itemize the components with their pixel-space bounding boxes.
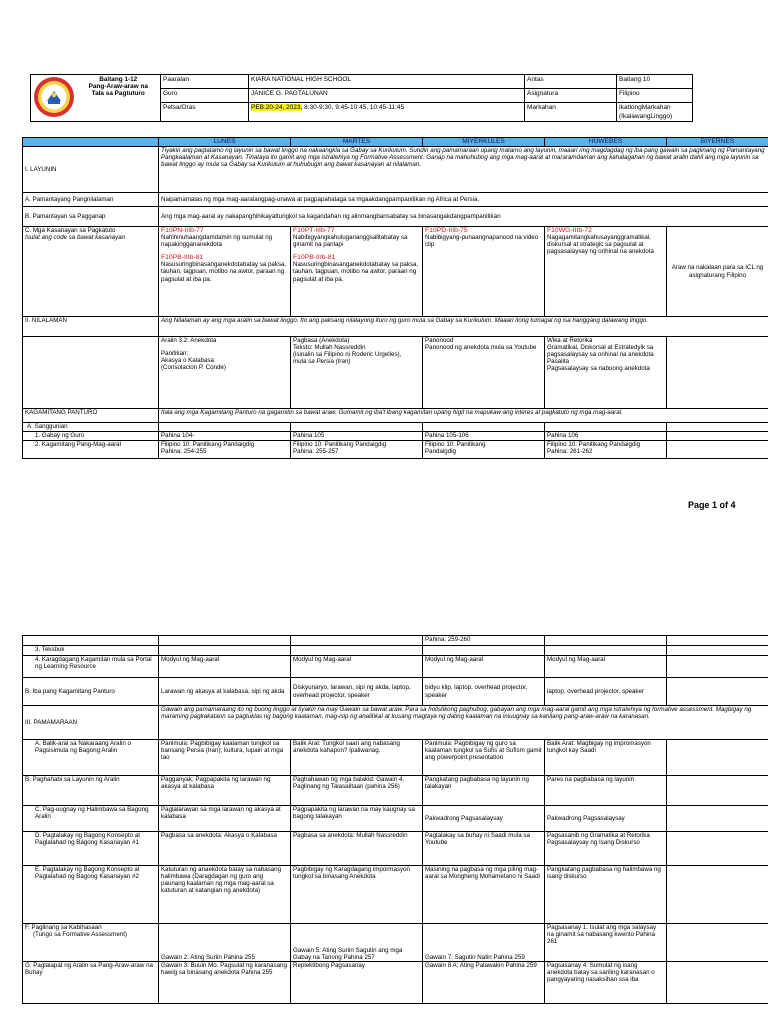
kagamitan-mag-monday — [159, 441, 291, 459]
pamantayan-pagganap-text: Ang mga mag-aaral ay nakapanghihikayattungkol sa kagandahan ng alinmangbansabatay sa binasangakdangpampanitikan — [159, 207, 768, 227]
kagamitan-mag-thursday-book: Filipino 10: Panitikang Pandaigdig — [547, 441, 641, 448]
pamamaraan-text: Gawain ang pamamaraang ito ng buong linggo at tiyakin na may Gawain sa bawat araw. Para sa holistikong paghubog, gabayan ang mga mag-aaral gamit ang mga istratehiya ng formative assessment. Magbigay ng maraming pagkakataon sa pagtuklas ng bagong kaalaman, mag-isip ng analitikal at kusang magtaya ng dating kaalaman na iniuugnay sa kanilang pang-araw-araw na karanasan. — [159, 706, 768, 740]
lesson-log-title: Baitang 1-12 Pang-Araw-araw na Tala sa Pagtuturo — [77, 75, 161, 122]
kagamitan-mag-wednesday — [423, 441, 545, 459]
kagamitan-mag-thursday — [545, 441, 667, 459]
gabay-label: 1. Gabay ng Guro — [23, 432, 159, 441]
karagdagang-label: 4. Karagdagang Kagamitan mula sa Portal ng Learning Resource — [23, 656, 159, 678]
procedure-label-g: G. Paglalapat ng Aralin sa Pang-Araw-araw na Buhay — [23, 962, 159, 1004]
procedure-b-wednesday: Pangkatang pagbabasa ng layunin ng talakayan — [423, 776, 545, 806]
karagdagang-thursday: Modyul ng Mag-aaral — [545, 656, 667, 678]
procedure-c-monday: Paglalarawan sa mga larawan ng akasya at kalabasa — [159, 806, 291, 832]
procedure-c-thursday: Pakwadrong Pagsasalaysay — [545, 806, 667, 832]
gabay-thursday: Pahina 106 — [545, 432, 667, 441]
date-value — [249, 103, 525, 122]
gabay-monday: Pahina 104- — [159, 432, 291, 441]
iba-pang-label: B. Iba pang Kagamitang Panturo — [23, 678, 159, 706]
procedure-e-wednesday: Masining na pagbasa ng mga piling mag-aaral sa Mongheng Mohametano ni Saadi — [423, 866, 545, 924]
kasanayan-sub: Isulat ang code sa bawat kasanayan — [25, 234, 126, 242]
teacher-label: Guro — [161, 89, 249, 103]
day-monday: LUNES — [159, 138, 291, 147]
layunin-label: I. LAYUNIN — [23, 147, 159, 193]
procedure-d-thursday: Pagsasanib ng Gramatika at Retorika Pagsasalaysay ng Isang Diskurso — [545, 832, 667, 866]
quarter-label: Markahan — [525, 103, 617, 122]
page-number: Page 1 of 4 — [688, 500, 736, 510]
procedure-label-f: F. Paglinang sa Kabihasaan — [25, 924, 102, 931]
procedure-f-thursday: Pagsasanay 1: Isulat ang mga salaysay na ginamit sa nabasang kwento Pahina 261 — [545, 924, 667, 962]
day-friday: BIYERNES — [667, 138, 768, 147]
procedure-b-monday: Pagganyak: Pagpapakita ng larawan ng akasya at kalabasa — [159, 776, 291, 806]
procedure-g-friday — [667, 962, 768, 1004]
procedure-label-f-cell — [23, 924, 159, 962]
karagdagang-monday: Modyul ng Mag-aaral — [159, 656, 291, 678]
teacher-value: JANICE G. PAGTALUNAN — [249, 89, 525, 103]
procedure-a-friday — [667, 740, 768, 776]
tuesday-competency-2: Nasusuringbinasanganekdotabatay sa paksa, tauhan, tagpuan, motibo na awtor, paraan ng pagsulat at iba pa. — [293, 261, 419, 283]
kasanayan-label-cell — [23, 227, 159, 317]
procedure-label-b: B. Paghahabi sa Layunin ng Aralin — [23, 776, 159, 806]
teksbuk-label: 3. Teksbuk — [23, 646, 159, 656]
procedure-d-friday — [667, 832, 768, 866]
procedure-label-a: A. Balik-aral sa Nakaraang Aralin o Pagsisimula ng Bagong Aralin — [23, 740, 159, 776]
nilalaman-text: Ang Nilalaman ay ang mga aralin sa bawat linggo. Ito ang paksang nilalayong ituro ng guro mula sa Gabay sa Kurikulum. Maaari itong tumagal ng isa hanggang dalawang linggo. — [159, 317, 768, 337]
procedure-f-tuesday: Gawain 5: Ating Suriin Sagutin ang mga Gabay na Tanong Pahina 257 — [291, 924, 423, 962]
kagamitan-mag-friday — [667, 441, 768, 459]
lesson-plan-table-1 — [22, 137, 768, 459]
procedure-d-wednesday: Pagtalakay sa buhay ni Saadi mula sa Youtube — [423, 832, 545, 866]
procedure-c-friday — [667, 806, 768, 832]
quarter-value: IkatlongMarkahan (IkalawangLinggo) — [617, 103, 693, 122]
iba-monday: Larawan ng akasya at kalabasa, sipi ng akda — [159, 678, 291, 706]
procedure-label-c: C. Pag-uugnay ng Halimbawa sa Bagong Aralin — [23, 806, 159, 832]
kagamitan-mag-wednesday-page: Pandaigdig — [425, 448, 456, 456]
gabay-friday — [667, 432, 768, 441]
karagdagang-friday — [667, 656, 768, 678]
kagamitan-mag-tuesday-book: Filipino 10: Panitikang Pandaigdig — [293, 441, 387, 448]
gabay-tuesday: Pahina 105 — [291, 432, 423, 441]
school-value: KIARA NATIONAL HIGH SCHOOL — [249, 75, 525, 89]
content-thursday-pagsasalaysay: Pagsasalaysay sa nabuong anekdota — [547, 365, 650, 373]
header-table — [30, 74, 693, 122]
kasanayan-thursday — [545, 227, 667, 317]
monday-code-2: F10PB-IIIb-81 — [161, 254, 204, 262]
pamantayang-pangnilalaman-label: A. Pamantayang Pangnilalaman — [23, 193, 159, 207]
pamamaraan-label: III. PAMAMARAAN — [23, 706, 159, 740]
procedure-g-wednesday: Gawain 8 A: Ating Palawakin Pahina 259 — [423, 962, 545, 1004]
iba-friday — [667, 678, 768, 706]
kagamitan-text: Itala ang mga Kagamitang Panturo na gagamitin sa bawat araw. Gumamit ng iba't ibang kagamitan upang higit na mapukaw ang interes at pagkatuto ng mga mag-aaral. — [159, 409, 768, 423]
nilalaman-label: II. NILALAMAN — [23, 317, 159, 337]
procedure-d-monday: Pagbasa sa anekdota: Akasya o Kalabasa — [159, 832, 291, 866]
kasanayan-friday — [667, 227, 768, 317]
sanggunian-label: A. Sanggunian — [23, 423, 159, 432]
kagamitan-mag-monday-book: Filipino 10: Panitikang Pandaigdig — [161, 441, 255, 448]
procedure-c-tuesday: Pagpapakita ng larawan na may kaugnay sa bagong talakayan — [291, 806, 423, 832]
content-monday-panitikan: Panitikan: — [161, 350, 189, 358]
lesson-plan-table-2 — [22, 635, 768, 1004]
day-tuesday: MARTES — [291, 138, 423, 147]
kagamitan-mag-wednesday-book: Filipino 10: Panitikang — [425, 441, 486, 448]
kagamitan-mag-thursday-page: Pahina: 261-262 — [547, 448, 593, 456]
day-wednesday: MIYERKULES — [423, 138, 545, 147]
tuesday-competency-1: Nabibigyangkahulugananggsalitabatay sa ginamit na panlapi — [293, 234, 408, 249]
monday-competency-1: Nahihinuhaangdamdamin ng sumulat ng napakinggananekdota — [161, 234, 273, 249]
wednesday-competency: Nabibigyang-punaangnapanood na video clip — [425, 234, 539, 249]
day-thursday: HUWEBES — [545, 138, 667, 147]
procedure-e-tuesday: Pagbibigay ng Karagdagang impormasyon tungkol sa binasang Anekdota — [291, 866, 423, 924]
friday-icl-note: Araw na nakalaan para sa ICL ng asignaturang Filipino — [671, 264, 764, 279]
school-logo-cell — [31, 75, 77, 122]
procedure-f-wednesday: Gawain 7: Sagutin Natin Pahina 259 — [423, 924, 545, 962]
grade-label: Antas — [525, 75, 617, 89]
content-monday-title: Aralin 3.2: Anekdota — [161, 337, 217, 344]
procedure-f-monday: Gawain 2: Ating Suriin Pahina 255 — [159, 924, 291, 962]
procedure-a-wednesday: Panimula: Pagbibigay ng guro sa kaalaman tungkol sa Sufis at Sufism gamit ang powerpoint presentation — [423, 740, 545, 776]
procedure-g-monday: Gawain 3: Buuin Mo. Pagsulat ng karanasang hawig sa binasang anekdota Pahina 255 — [159, 962, 291, 1004]
pamantayang-pangnilalaman-text: Naipamamalas ng mga mag-aaralangpag-unawa at pagpapahalaga sa mgaakdangpampanitikan ng Africa at Persia. — [159, 193, 768, 207]
procedure-f-friday — [667, 924, 768, 962]
karagdagang-wednesday: Modyul ng Mag-aaral — [423, 656, 545, 678]
procedure-label-f-sub: (Tungo sa Formative Assessment) — [33, 931, 127, 939]
kagamitan-mag-aaral-label: 2. Kagamitang Pang-Mag-aaral — [23, 441, 159, 459]
content-tuesday-teksto: Teksto: Mullah Nassreddin — [293, 344, 366, 352]
thursday-code: F10WG-IIIb-72 — [547, 227, 592, 234]
procedure-a-monday: Panimula: Pagbibigay kaalaman tungkol sa bansang Persia (Iran); kultura, lupain at mga tao — [159, 740, 291, 776]
wednesday-code: F10PD-IIIb-75 — [425, 227, 468, 234]
content-thursday-text: Gramatikal, Diskorsal at Estratedyik sa pagsasalaysay sa orihinal na anekdota — [547, 344, 654, 359]
kasanayan-tuesday — [291, 227, 423, 317]
date-label: Petsa/Oras — [161, 103, 249, 122]
content-monday-author: (Consolacion P. Conde) — [161, 364, 226, 372]
monday-competency-2: Nasusuringbinasanganekdotabatay sa paksa, tauhan, tagpuan, motibo na awtor, paraan ng pagsulat at iba pa. — [161, 261, 287, 283]
date-highlight: PEB.20-24, 2023, — [251, 104, 303, 111]
content-monday-akda: Akasya o Kalabasa — [161, 357, 214, 365]
kagamitan-label: KAGAMITANG PANTURO — [23, 409, 159, 423]
procedure-label-d: D. Pagtalakay ng Bagong Konsepto at Paglalahad ng Bagong Kasanayan #1 — [23, 832, 159, 866]
procedure-g-tuesday: Replektibong Pagsasanay — [291, 962, 423, 1004]
iba-thursday: laptop, overhead projector, speaker — [545, 678, 667, 706]
procedure-g-thursday: Pagsasanay 4: Sumulat ng isang anekdota batay sa sariling karanasan o pangyayaring nasaksihan ssa iba — [545, 962, 667, 1004]
content-wednesday — [423, 337, 545, 409]
date-times: 8:30-9:30, 9:45-10:45, 10:45-11:45 — [302, 104, 405, 111]
procedure-b-friday — [667, 776, 768, 806]
kasanayan-monday — [159, 227, 291, 317]
pamantayan-pagganap-label: B. Pamantayan sa Pagganap — [23, 207, 159, 227]
content-tuesday — [291, 337, 423, 409]
kasanayan-wednesday — [423, 227, 545, 317]
kasanayan-label: C. Mga Kasanayan sa Pagkatuto — [25, 227, 116, 234]
school-label: Paaralan — [161, 75, 249, 89]
content-tuesday-origin: mula sa Persia (Iran) — [293, 358, 351, 366]
kagamitan-mag-tuesday-page: Pahina: 255-257 — [293, 448, 339, 456]
iba-wednesday: bidyu klip, laptop, overhead projector, speaker — [423, 678, 545, 706]
procedure-b-tuesday: Paghahawan ng mga balakid: Gawain 4. Paglinang ng Talasalitaan (pahina 256) — [291, 776, 423, 806]
content-wednesday-title: Panonood — [425, 337, 454, 344]
content-thursday-title: Wika at Retorika — [547, 337, 593, 344]
kagamitan-mag-monday-page: Pahina: 254-255 — [161, 448, 207, 456]
row0-wednesday: Pahina: 259-260 — [423, 636, 545, 646]
procedure-a-tuesday: Balik Aral: Tungkol saan ang nabasang anekdota kahapon? Ipaliwanag. — [291, 740, 423, 776]
layunin-text: Tiyakin ang pagtatamo ng layunin sa bawat linggo na nakaangkla sa Gabay sa Kurikulum. Sundin ang pamamaraan upang matamo ang layunin, maaari ring magdagdag ng iba pang gawain sa paglinang ng Pamantayang Pangkaalaman at Kasanayan. Tinataya ito gamit ang mga istratehiya ng Formative Assessment. Ganap na mahuhubog ang mga mag-aaral at mararamdaman ang kahalagahan ng bawat aralin dahil ang mga layunin sa bawat linggo ay mula sa Gabay sa Kurikulum at huhubugin ang bawat kasanayan at nilalaman. — [159, 147, 768, 193]
kagamitan-mag-tuesday — [291, 441, 423, 459]
procedure-e-thursday: Pangkatang pagbabasa ng halimbawa ng isang diskurso — [545, 866, 667, 924]
deped-seal-icon — [33, 76, 75, 118]
procedure-a-thursday: Balik Arat: Magbigay ng impromasyon tungkol kay Saadi — [545, 740, 667, 776]
day-header-row — [23, 138, 768, 147]
content-tuesday-title: Pagbasa (Anekdota) — [293, 337, 350, 344]
grade-value: Baitang 10 — [617, 75, 693, 89]
content-wednesday-text: Panonood ng anekdota mula sa Youtube — [425, 344, 537, 352]
content-tuesday-translator: (isinalin sa Filipino ni Roderic Urgelles), — [293, 351, 402, 359]
procedure-e-friday — [667, 866, 768, 924]
document-page-2 — [0, 600, 768, 1024]
content-monday — [159, 337, 291, 409]
procedure-b-thursday: Pares na pagbabasa ng layunin — [545, 776, 667, 806]
procedure-d-tuesday: Pagbasa sa anekdota: Mullah Nassreddin — [291, 832, 423, 866]
tuesday-code-1: F10PT-IIIb-77 — [293, 227, 335, 234]
procedure-e-monday: Katuturan ng anaekdota batay sa nabasang halimbawa (Daragdagan ng guro ang paunang kaalaman ng mga mag-aaral sa katuturan at katangian ng anekdota) — [159, 866, 291, 924]
iba-tuesday: Diskyunaryo, larawan, sipi ng akda, laptop, overhead projector, speaker — [291, 678, 423, 706]
content-thursday-pasalita: Pasalita — [547, 358, 570, 366]
subject-label: Asignatura — [525, 89, 617, 103]
content-thursday — [545, 337, 667, 409]
procedure-label-e: E. Pagtalakay ng Bagong Konsepto at Paglalahad ng Bagong Kasanayan #2 — [23, 866, 159, 924]
procedure-c-wednesday: Pakwadrong Pagsasalaysay — [423, 806, 545, 832]
gabay-wednesday: Pahina 105-106 — [423, 432, 545, 441]
subject-value: Filipino — [617, 89, 693, 103]
tuesday-code-2: F10PB-IIIb-81 — [293, 254, 336, 262]
thursday-competency: Nagagamitangkahusayanggramatikal, diskursal at strategic sa pagsulat at pagsasalaysay ng orihinal na anekdota — [547, 234, 654, 256]
karagdagang-tuesday: Modyul ng Mag-aaral — [291, 656, 423, 678]
monday-code-1: F10PN-IIIb-77 — [161, 227, 204, 234]
